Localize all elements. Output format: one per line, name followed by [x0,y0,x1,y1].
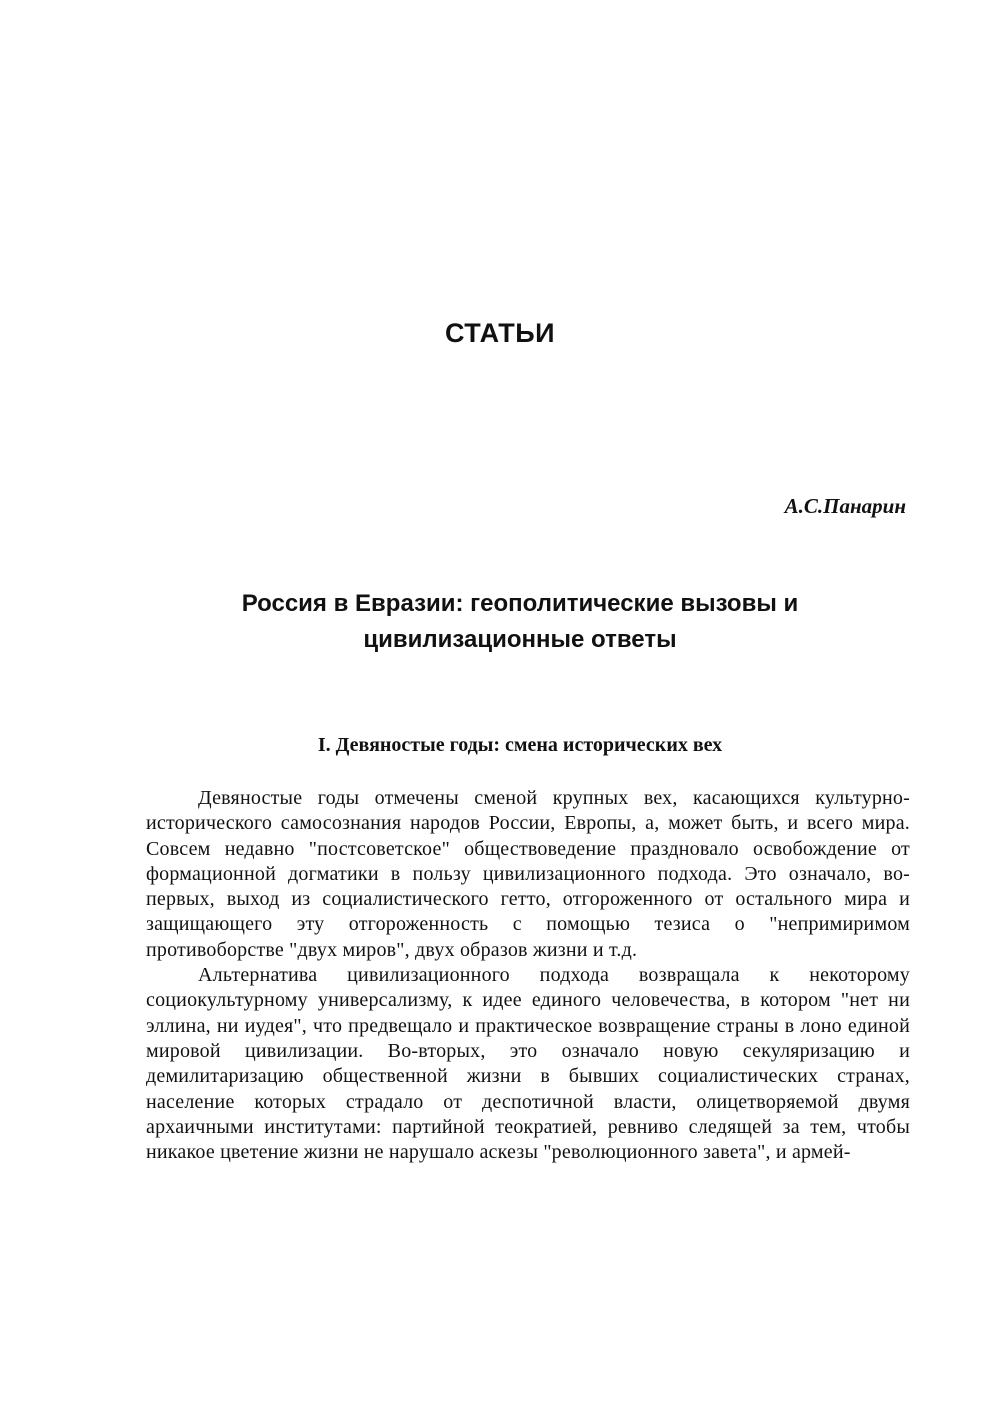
section-heading: СТАТЬИ [444,318,556,348]
paragraph: Альтернатива цивилизационного подхода возвращала к некоторому социокультурному универсализму, к идее единого человечества, в котором "нет ни эллина, ни иудея", что предвещало и практическое возвращение страны в лоно единой мировой цивилизации. Во-вторых, это означало новую секуляризацию и демилитаризацию общественной жизни в бывших социалистических странах, население которых страдало от деспотичной власти, олицетворяемой двумя архаичными институтами: партийной теократией, ревниво следящей за тем, чтобы никакое цветение жизни не нарушало аскезы "революционного завета", и армей- [146,964,910,1164]
author-name: А.С.Панарин [784,494,906,518]
body-text [146,786,910,1165]
subsection-heading: I. Девяностые годы: смена исторических вех [317,734,723,756]
article-title-line-1: Россия в Евразии: геополитические вызовы и [241,590,799,617]
article-title-line-2: цивилизационные ответы [363,626,677,653]
paragraph: Девяностые годы отмечены сменой крупных вех, касающихся культурно-исторического самосознания народов России, Европы, а, может быть, и всего мира. Совсем недавно "постсоветское" обществоведение праздновало освобождение от формационной догматики в пользу цивилизационного подхода. Это означало, во-первых, выход из социалистического гетто, отгороженного от остального мира и защищающего эту отгороженность с помощью тезиса о "непримиримом противоборстве "двух миров", двух образов жизни и т.д. [146,787,910,961]
article-title [130,586,910,658]
